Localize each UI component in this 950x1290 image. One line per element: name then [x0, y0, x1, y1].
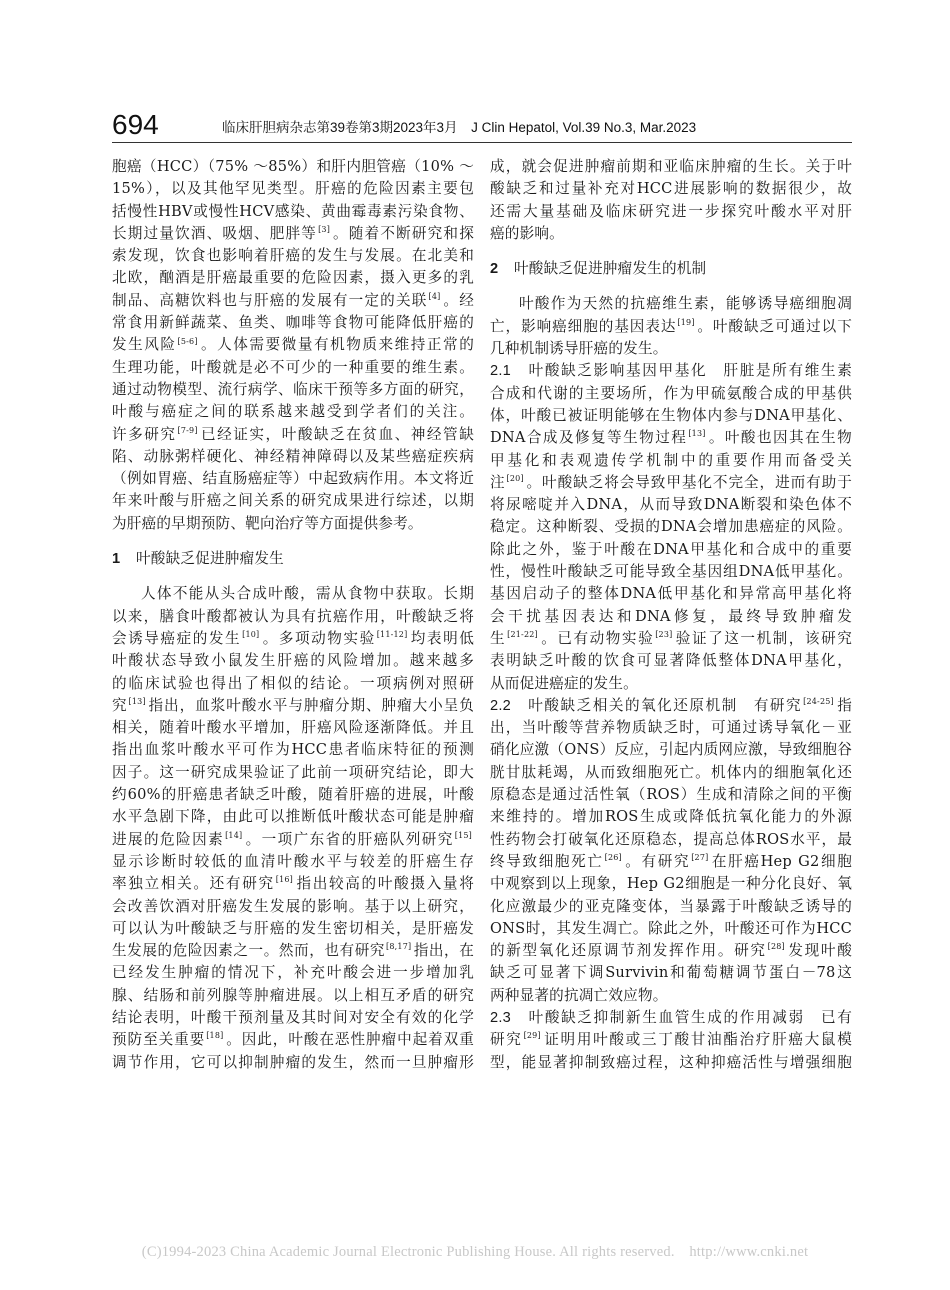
line-text: 。人体需要微量有机物质来维持正常的 [199, 336, 474, 354]
line-text: 还需大量基础及临床研究进一步探究叶酸水平对肝 [490, 202, 852, 220]
line-text: 叶酸与癌症之间的联系越来越受到学者们的关注。 [112, 403, 474, 421]
line-text: 证明用叶酸或三丁酸甘油酯治疗肝癌大鼠模 [542, 1031, 852, 1049]
text-line [490, 806, 852, 828]
paragraph-gap [490, 280, 852, 293]
citation-ref: [10] [242, 630, 260, 640]
text-line [490, 673, 852, 695]
line-text: 。叶酸也因其在生物 [707, 429, 852, 447]
text-line [490, 360, 852, 382]
text-line [490, 873, 852, 895]
line-text: 将尿嘧啶并入DNA，从而导致DNA断裂和染色体不 [490, 496, 852, 514]
line-text: 指出较高的叶酸摄入量将 [294, 875, 474, 893]
line-text: 两种显著的抗凋亡效应物。 [490, 986, 668, 1004]
line-text: 许多研究 [112, 425, 177, 443]
line-text: 已经证实，叶酸缺乏在贫血、神经管缺 [199, 425, 474, 443]
page-number: 694 [112, 109, 159, 140]
line-text: 指出，血浆叶酸水平与肿瘤分期、肿瘤大小呈负 [147, 696, 475, 714]
line-text: 发生风险 [112, 336, 177, 354]
text-line [112, 178, 474, 200]
citation-ref: [19] [677, 317, 695, 327]
line-text: 。一项广东省的肝癌队列研究 [244, 830, 454, 848]
line-text: ONS时，其发生凋亡。除此之外，叶酸还可作为HCC [490, 919, 852, 937]
text-line [490, 940, 852, 962]
text-line [490, 829, 852, 851]
text-line [490, 561, 852, 583]
text-line [112, 468, 474, 490]
citation-ref: [4] [428, 291, 441, 301]
section-title: 叶酸缺乏促进肿瘤发生的机制 [514, 261, 707, 278]
line-text: 胱甘肽耗竭，从而致细胞死亡。机体内的细胞氧化还 [490, 763, 852, 781]
line-text: 稳定。这种断裂、受损的DNA会增加患癌症的风险。 [490, 518, 852, 536]
text-line [490, 739, 852, 761]
line-text: 除此之外，鉴于叶酸在DNA甲基化和合成中的重要 [490, 540, 852, 558]
text-line [112, 1052, 474, 1074]
text-line [112, 223, 474, 245]
text-line [490, 427, 852, 449]
text-line [490, 338, 852, 360]
line-text: 会诱导癌症的发生 [112, 629, 242, 647]
line-text: 水平急剧下降，由此可以推断低叶酸状态可能是肿瘤 [112, 808, 474, 826]
citation-ref: [16] [275, 875, 293, 885]
citation-ref: [11-12] [376, 630, 408, 640]
line-text: 15%），以及其他罕见类型。肝癌的危险因素主要包 [112, 180, 474, 198]
text-line [112, 762, 474, 784]
text-line [490, 1052, 852, 1074]
line-text: 。经 [442, 291, 474, 309]
line-text: 。叶酸缺乏可通过以下 [696, 317, 852, 335]
text-line [490, 316, 852, 338]
line-text: 人体不能从头合成叶酸，需从食物中获取。长期 [141, 585, 474, 603]
line-text: 均表明低 [409, 629, 475, 647]
text-line [490, 985, 852, 1007]
line-text: 约60%的肝癌患者缺乏叶酸，随着肝癌的进展，叶酸 [112, 786, 474, 804]
line-text: 预防至关重要 [112, 1031, 206, 1049]
text-line [490, 494, 852, 516]
subsection-label: 2.1 叶酸缺乏影响基因甲基化 [490, 363, 708, 380]
line-text: 指出，在 [413, 942, 474, 960]
line-text: 年来叶酸与肝癌之间关系的研究成果进行综述，以期 [112, 492, 474, 510]
citation-ref: [20] [506, 474, 524, 483]
text-line [490, 583, 852, 605]
running-head: 临床肝胆病杂志第39卷第3期2023年3月 J Clin Hepatol, Vol.39 No.3, Mar.2023 [222, 120, 697, 135]
text-line [112, 446, 474, 468]
line-text: 研究 [490, 1031, 523, 1049]
citation-ref: [29] [523, 1031, 541, 1041]
text-line [112, 312, 474, 334]
citation-ref: [21-22] [507, 630, 538, 640]
line-text: 会干扰基因表达和DNA修复，最终导致肿瘤发 [490, 607, 852, 625]
line-text: 究 [112, 696, 128, 714]
line-text: 中观察到以上现象，Hep G2细胞是一种分化良好、氧 [490, 875, 852, 893]
citation-ref: [26] [604, 853, 622, 863]
line-text: 指出血浆叶酸水平可作为HCC患者临床特征的预测 [112, 741, 474, 759]
line-text: 硝化应激（ONS）反应，引起内质网应激，导致细胞谷 [490, 741, 852, 759]
citation-ref: [5-6] [177, 336, 198, 346]
line-text: 会改善饮酒对肝癌发生发展的影响。基于以上研究， [112, 897, 474, 915]
text-line [490, 1029, 852, 1051]
line-text: 从而促进癌症的发生。 [490, 674, 638, 692]
line-text: 生发展的危险因素之一。然而，也有研究 [112, 942, 386, 960]
citation-ref: [14] [225, 830, 243, 840]
text-line [112, 379, 474, 401]
text-line [490, 223, 852, 245]
text-line [490, 695, 852, 717]
line-text: 表明缺乏叶酸的饮食可显著降低整体DNA甲基化， [490, 652, 852, 670]
citation-ref: [13] [128, 696, 146, 706]
text-line [112, 784, 474, 806]
text-line [112, 739, 474, 761]
text-line [490, 918, 852, 940]
text-line [112, 1029, 474, 1051]
line-text: 。已有动物实验 [539, 629, 655, 647]
line-text: 出，当叶酸等营养物质缺乏时，可通过诱导氧化－亚 [490, 719, 852, 737]
text-line [112, 650, 474, 672]
line-text: 进展的危险因素 [112, 830, 225, 848]
text-line [490, 962, 852, 984]
line-text: 以来，膳食叶酸都被认为具有抗癌作用，叶酸缺乏将 [112, 607, 474, 625]
citation-ref: [8,17] [386, 942, 412, 952]
line-text: 。随着不断研究和探 [332, 224, 474, 242]
subsection-label: 2.3 叶酸缺乏抑制新生血管生成的作用减弱 [490, 1009, 805, 1026]
line-text: 亡，影响癌细胞的基因表达 [490, 317, 677, 335]
paragraph-gap [490, 245, 852, 258]
line-text: 生 [490, 629, 507, 647]
text-line [490, 450, 852, 472]
line-text: 北欧，酗酒是肝癌最重要的危险因素，摄入更多的乳 [112, 269, 474, 287]
text-line [112, 717, 474, 739]
copyright-footer: (C)1994-2023 China Academic Journal Electronic Publishing House. All rights reserved. http://www.cnki.net [141, 1244, 809, 1260]
line-text: 率独立相关。还有研究 [112, 875, 275, 893]
line-text: 胞癌（HCC）（75% ～85%）和肝内胆管癌（10% ～ [112, 158, 474, 175]
text-line [490, 383, 852, 405]
line-text: 癌的影响。 [490, 224, 564, 242]
line-text: 。因此，叶酸在恶性肿瘤中起着双重 [225, 1031, 475, 1049]
line-text: 成，就会促进肿瘤前期和亚临床肿瘤的生长。关于叶 [490, 158, 852, 175]
text-line [490, 472, 852, 494]
citation-ref: [28] [767, 942, 785, 952]
line-text: 终导致细胞死亡 [490, 852, 604, 870]
text-line [490, 405, 852, 427]
citation-ref: [13] [688, 429, 706, 439]
line-text: 甲基化和表观遗传学机制中的重要作用而备受关 [490, 451, 852, 469]
line-text: 基因启动子的整体DNA低甲基化和异常高甲基化将 [490, 585, 852, 603]
text-line [490, 516, 852, 538]
text-line [112, 918, 474, 940]
line-text: 已有 [804, 1008, 852, 1026]
text-line [112, 424, 474, 446]
line-text: DNA合成及修复等生物过程 [490, 429, 688, 447]
line-text: 在肝癌Hep G2细胞 [710, 852, 852, 870]
line-text: 有研究 [737, 696, 803, 714]
line-text: 因子。这一研究成果验证了此前一项研究结论，即大 [112, 763, 474, 781]
line-text: 肝脏是所有维生素 [707, 362, 852, 380]
line-text: 制品、高糖饮料也与肝癌的发展有一定的关联 [112, 291, 428, 309]
text-line [490, 293, 852, 315]
line-text: 陷、动脉粥样硬化、神经精神障碍以及某些癌症疾病 [112, 447, 474, 465]
line-text: 的临床试验也得出了相似的结论。一项病例对照研 [112, 674, 474, 692]
line-text: 为肝癌的早期预防、靶向治疗等方面提供参考。 [112, 514, 423, 532]
text-line [112, 267, 474, 289]
text-line [112, 873, 474, 895]
section-heading [112, 548, 474, 570]
text-line [490, 178, 852, 200]
citation-ref: [23] [655, 630, 673, 640]
line-text: 可以认为叶酸缺乏与肝癌的发生密切相关，是肝癌发 [112, 919, 474, 937]
text-line [112, 401, 474, 423]
line-text: 性，慢性叶酸缺乏可能导致全基因组DNA低甲基化。 [490, 563, 852, 581]
line-text: 腺、结肠和前列腺等肿瘤进展。以上相互矛盾的研究 [112, 986, 474, 1004]
line-text: 长期过量饮酒、吸烟、肥胖等 [112, 224, 318, 242]
text-line [112, 583, 474, 605]
section-number: 2 [490, 261, 499, 278]
subsection-label: 2.2 叶酸缺乏相关的氧化还原机制 [490, 697, 738, 714]
text-line [112, 851, 474, 873]
line-text: 结论表明，叶酸干预剂量及其时间对安全有效的化学 [112, 1008, 474, 1026]
paragraph-gap [112, 535, 474, 548]
page-header [112, 108, 852, 143]
section-heading [490, 258, 852, 280]
section-title: 叶酸缺乏促进肿瘤发生 [136, 551, 284, 568]
line-text: 注 [490, 473, 506, 491]
text-line [112, 513, 474, 535]
text-line [112, 290, 474, 312]
citation-ref: [15] [454, 830, 472, 840]
line-text: 。叶酸缺乏将会导致甲基化不完全，进而有助于 [525, 473, 853, 491]
citation-ref: [27] [691, 853, 709, 863]
line-text: 几种机制诱导肝癌的发生。 [490, 340, 668, 358]
line-text: 体，叶酸已被证明能够在生物体内参与DNA甲基化、 [490, 406, 852, 424]
text-line [490, 156, 852, 178]
line-text: 常食用新鲜蔬菜、鱼类、咖啡等食物可能降低肝癌的 [112, 314, 474, 332]
line-text: 叶酸作为天然的抗癌维生素，能够诱导癌细胞凋 [519, 295, 852, 313]
line-text: 发现叶酸 [786, 942, 852, 960]
line-text: 性药物会打破氧化还原稳态，提高总体ROS水平，最 [490, 830, 852, 848]
text-line [112, 606, 474, 628]
citation-ref: [24-25] [803, 696, 834, 706]
text-line [112, 357, 474, 379]
line-text: （例如胃癌、结直肠癌症等）中起致病作用。本文将近 [112, 470, 474, 488]
line-text: 来维持的。增加ROS生成或降低抗氧化能力的外源 [490, 808, 852, 826]
citation-ref: [3] [318, 225, 331, 235]
text-line [490, 896, 852, 918]
text-line [490, 717, 852, 739]
text-line [112, 245, 474, 267]
text-line [490, 762, 852, 784]
line-text: 调节作用，它可以抑制肿瘤的发生，然而一旦肿瘤形 [112, 1053, 474, 1071]
text-line [112, 985, 474, 1007]
text-line [112, 962, 474, 984]
text-line [490, 851, 852, 873]
line-text: 。有研究 [623, 852, 691, 870]
section-number: 1 [112, 551, 121, 568]
text-line [112, 673, 474, 695]
text-line [112, 695, 474, 717]
text-line [112, 896, 474, 918]
line-text: 酸缺乏和过量补充对HCC进展影响的数据很少，故 [490, 180, 852, 198]
line-text: 缺乏可显著下调Survivin和葡萄糖调节蛋白－78这 [490, 964, 852, 982]
text-line [490, 201, 852, 223]
line-text: 已经发生肿瘤的情况下，补充叶酸会进一步增加乳 [112, 964, 474, 982]
text-line [490, 606, 852, 628]
line-text: 合成和代谢的主要场所，作为甲硫氨酸合成的甲基供 [490, 384, 852, 402]
text-line [112, 334, 474, 356]
line-text: 验证了这一机制，该研究 [674, 629, 853, 647]
line-text: 化应激最少的亚克隆变体，当暴露于叶酸缺乏诱导的 [490, 897, 852, 915]
line-text: 索发现，饮食也影响着肝癌的发生与发展。在北美和 [112, 247, 474, 265]
line-text: 生理功能，叶酸就是必不可少的一种重要的维生素。 [112, 358, 474, 376]
line-text: 原稳态是通过活性氧（ROS）生成和清除之间的平衡 [490, 786, 852, 804]
right-column [490, 156, 852, 1074]
text-line [112, 628, 474, 650]
line-text: 相关，随着叶酸水平增加，肝癌风险逐渐降低。并且 [112, 719, 474, 737]
text-line [490, 1007, 852, 1029]
text-line [112, 940, 474, 962]
text-line [490, 784, 852, 806]
line-text: 。多项动物实验 [261, 629, 376, 647]
line-text: 指 [835, 696, 852, 714]
text-line [112, 829, 474, 851]
line-text: 括慢性HBV或慢性HCV感染、黄曲霉毒素污染食物、 [112, 202, 474, 220]
line-text: 通过动物模型、流行病学、临床干预等多方面的研究， [112, 380, 474, 398]
text-line [490, 650, 852, 672]
text-line [112, 156, 474, 178]
text-line [112, 806, 474, 828]
line-text: 显示诊断时较低的血清叶酸水平与较差的肝癌生存 [112, 852, 474, 870]
paragraph-gap [112, 570, 474, 583]
line-text: 型，能显著抑制致癌过程，这种抑癌活性与增强细胞 [490, 1053, 852, 1071]
line-text: 的新型氧化还原调节剂发挥作用。研究 [490, 942, 767, 960]
left-column [112, 156, 474, 1074]
text-line [112, 490, 474, 512]
text-line [490, 539, 852, 561]
line-text: 叶酸状态导致小鼠发生肝癌的风险增加。越来越多 [112, 652, 474, 670]
citation-ref: [18] [206, 1031, 224, 1041]
citation-ref: [7-9] [177, 425, 198, 435]
text-line [112, 1007, 474, 1029]
text-line [490, 628, 852, 650]
text-line [112, 201, 474, 223]
